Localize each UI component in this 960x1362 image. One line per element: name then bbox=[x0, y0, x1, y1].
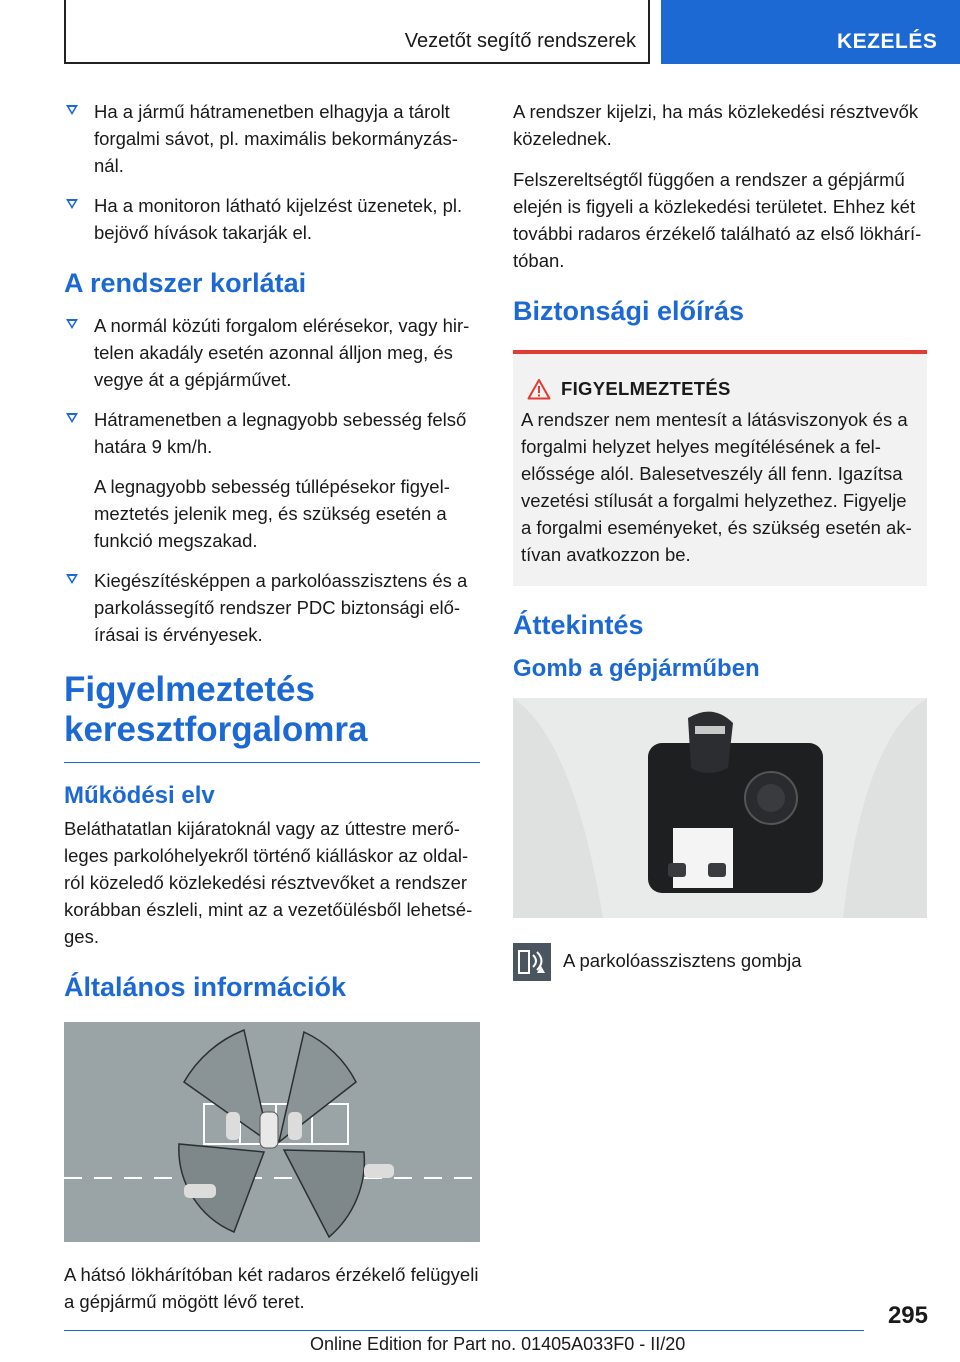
warning-text: A rendszer nem mentesít a látásviszonyok és a forgalmi helyzet helyes megítélésének a felelőssége alól. Balesetveszély áll fenn. Igazítsa vezetési stílusát a forgalmi helyzethez. Figyelje a forgalmi eseményeket, és szükség esetén aktívan avatkozzon be. bbox=[521, 409, 912, 565]
bullet-triangle-icon bbox=[66, 574, 78, 584]
parking-assistant-icon bbox=[513, 943, 551, 981]
main-title: Figyelmeztetés keresztforgalomra bbox=[64, 670, 368, 749]
center-console-photo bbox=[513, 698, 927, 918]
figure-caption: A hátsó lökhárítóban két radaros érzékelő felügyeli a gépjármű mögött lévő teret. bbox=[64, 1264, 479, 1312]
button-heading: Gomb a gépjárműben bbox=[513, 655, 760, 682]
bullet-triangle-icon bbox=[66, 413, 78, 423]
radar-illustration bbox=[64, 1022, 480, 1242]
header-tab-label: KEZELÉS bbox=[837, 30, 938, 53]
list-item: Hátramenetben a legnagyobb sebesség felső határa 9 km/h. bbox=[64, 406, 480, 460]
list-item: Ha a monitoron látható kijelzést üzenetek, pl. bejövő hívások takarják el. bbox=[64, 192, 480, 246]
left-column bbox=[64, 98, 480, 1329]
header-tab[interactable] bbox=[661, 0, 960, 64]
warning-box bbox=[513, 350, 927, 586]
warning-title: FIGYELMEZTETÉS bbox=[561, 378, 731, 399]
list-item: A normál közúti forgalom elérésekor, vagy hirtelen akadály esetén azonnal álljon meg, és vegye át a gépjárművet. bbox=[64, 312, 480, 393]
title-divider bbox=[64, 762, 480, 763]
general-heading: Általános információk bbox=[64, 972, 347, 1002]
limits-heading: A rendszer korlátai bbox=[64, 268, 307, 298]
principle-text: Beláthatatlan kijáratoknál vagy az úttestre merőleges parkolóhelyekről történő kiálláskor az oldalról közeledő közlekedési résztvevőket a rendszer korábban észleli, mint az a vezetőülésből lehetséges. bbox=[64, 818, 473, 947]
button-caption: A parkolóasszisztens gombja bbox=[563, 950, 802, 971]
header-section bbox=[64, 0, 650, 64]
paragraph: Felszereltségtől függően a rendszer a gépjármű elején is figyeli a közlekedési területet. Ehhez két további radaros érzékelő található az első lökhárítóban. bbox=[513, 169, 922, 271]
page-number: 295 bbox=[887, 1302, 928, 1329]
bullet-triangle-icon bbox=[66, 319, 78, 329]
principle-heading: Működési elv bbox=[64, 782, 215, 809]
paragraph: A rendszer kijelzi, ha más közlekedési résztvevők közelednek. bbox=[513, 101, 919, 149]
footer-divider bbox=[64, 1330, 864, 1331]
warning-header bbox=[521, 378, 919, 400]
footer-edition: Online Edition for Part no. 01405A033F0 - II/20 bbox=[310, 1334, 686, 1354]
warning-triangle-icon bbox=[527, 378, 551, 400]
bullet-triangle-icon bbox=[66, 199, 78, 209]
overview-heading: Áttekintés bbox=[513, 610, 644, 640]
list-item: Kiegészítésképpen a parkolóasszisztens és a parkolássegítő rendszer PDC biztonsági előírásai is érvényesek. bbox=[64, 567, 480, 648]
list-item: Ha a jármű hátramenetben elhagyja a tárolt forgalmi sávot, pl. maximális bekormányzásnál. bbox=[64, 98, 480, 179]
safety-heading: Biztonsági előírás bbox=[513, 296, 745, 326]
right-column bbox=[513, 98, 927, 988]
header-section-title: Vezetőt segítő rendszerek bbox=[404, 30, 636, 52]
bullet-triangle-icon bbox=[66, 105, 78, 115]
button-legend bbox=[513, 941, 927, 988]
list-item-continuation: A legnagyobb sebesség túllépésekor figyelmeztetés jelenik meg, és szükség esetén a funkció megszakad. bbox=[94, 476, 450, 551]
